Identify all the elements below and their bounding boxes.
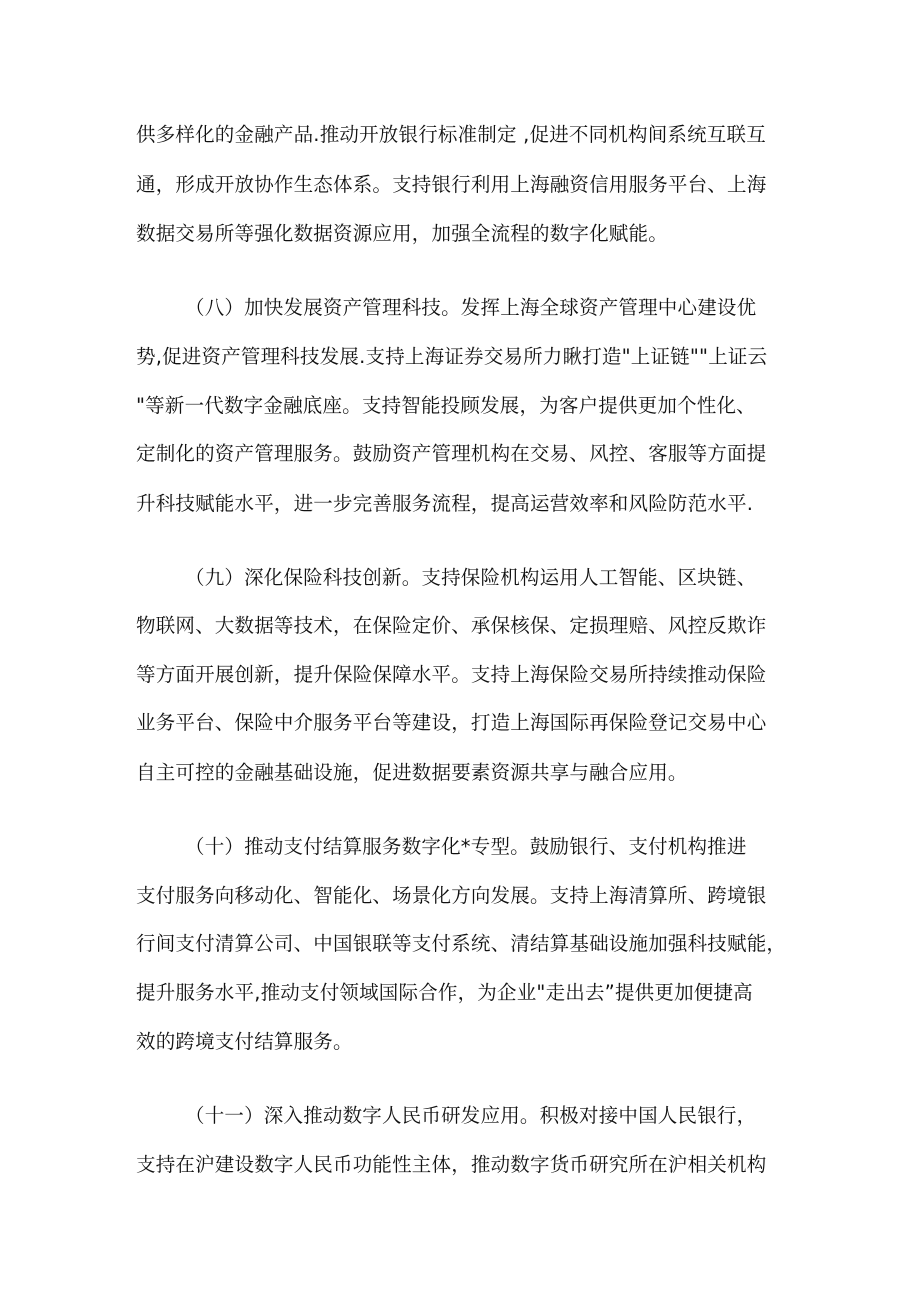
paragraph-line: （十）推动支付结算服务数字化*专型。鼓励银行、支付机构推进 bbox=[185, 835, 747, 858]
paragraph-line: "等新一代数字金融底座。支持智能投顾发展，为客户提供更加个性化、 bbox=[136, 394, 756, 417]
paragraph-line: 供多样化的金融产品.推动开放银行标准制定 ,促进不同机构间系统互联互 bbox=[136, 123, 766, 146]
paragraph-line: 等方面开展创新，提升保险保障水平。支持上海保险交易所持续推动保险 bbox=[136, 663, 767, 686]
paragraph-line: 效的跨境支付结算服务。 bbox=[136, 1030, 353, 1053]
paragraph-line: 势,促进资产管理科技发展.支持上海证券交易所力瞅打造"上证链""上证云 bbox=[136, 345, 768, 368]
paragraph-line: （九）深化保险科技创新。支持保险机构运用人工智能、区块链、 bbox=[185, 566, 757, 589]
paragraph-line: 数据交易所等强化数据资源应用，加强全流程的数字化赋能。 bbox=[136, 222, 668, 245]
paragraph-line: 通，形成开放协作生态体系。支持银行利用上海融资信用服务平台、上海 bbox=[136, 173, 767, 196]
paragraph-line: 支持在沪建设数字人民币功能性主体，推动数字货币研究所在沪相关机构 bbox=[136, 1153, 767, 1176]
paragraph-line: 升科技赋能水平，进一步完善服务流程，提高运营效率和风险防范水平. bbox=[136, 492, 754, 515]
paragraph-line: 定制化的资产管理服务。鼓励资产管理机构在交易、风控、客服等方面提 bbox=[136, 442, 767, 465]
paragraph-line: 业务平台、保险中介服务平台等建设，打造上海国际再保险登记交易中心 bbox=[136, 711, 767, 734]
paragraph-line: 行间支付清算公司、中国银联等支付系统、清结算基础设施加强科技赋能， bbox=[136, 932, 787, 955]
paragraph-line: （八）加快发展资产管理科技。发挥上海全球资产管理中心建设优 bbox=[185, 296, 757, 319]
paragraph-line: （十一）深入推动数字人民币研发应用。积极对接中国人民银行， bbox=[185, 1104, 757, 1127]
paragraph-line: 物联网、大数据等技术，在保险定价、承保核保、定损理赔、风控反欺诈 bbox=[136, 614, 767, 637]
paragraph-line: 支付服务向移动化、智能化、场景化方向发展。支持上海清算所、跨境银 bbox=[136, 884, 767, 907]
paragraph-line: 自主可控的金融基础设施，促进数据要素资源共享与融合应用。 bbox=[136, 761, 688, 784]
paragraph-line: 提升服务水平,推动支付领域国际合作，为企业"走出去”提供更加便捷高 bbox=[136, 981, 753, 1004]
